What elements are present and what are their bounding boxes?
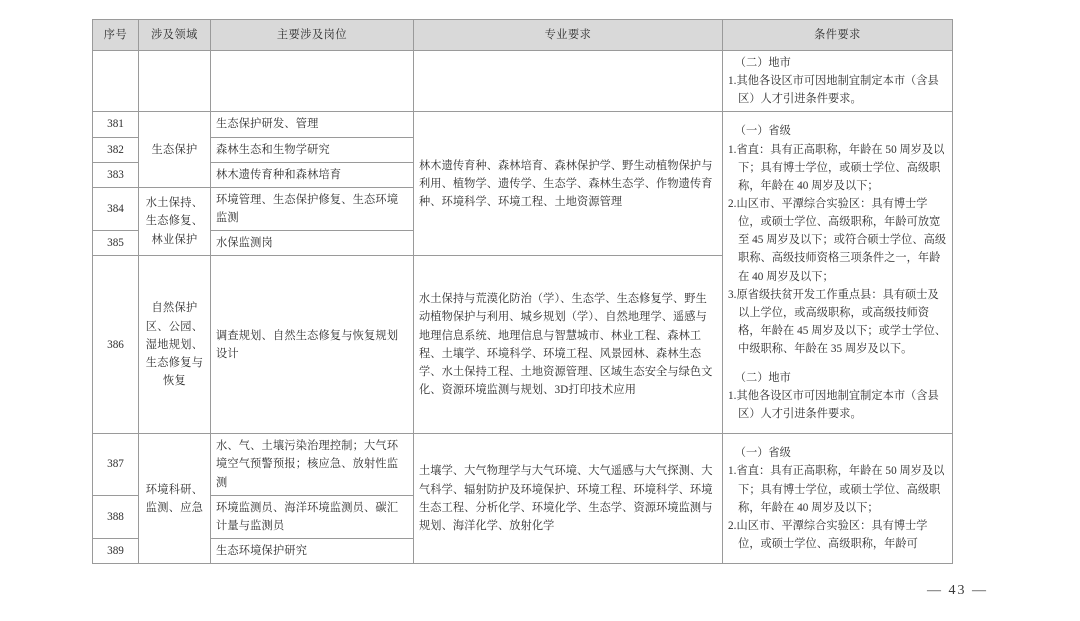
cell-post: 生态环境保护研究 [211,538,414,563]
table-row [93,51,953,112]
cell-condition-blockB [723,434,953,564]
table-header-row [93,20,953,51]
table-body [93,51,953,564]
cell-seq: 386 [93,256,139,434]
cell-field-group4: 环境科研、监测、应急 [139,434,211,564]
cell-condition-blockA [723,112,953,434]
cell-seq: 385 [93,231,139,256]
cell-seq: 381 [93,112,139,137]
column-header-field: 涉及领域 [139,20,211,51]
column-header-condition: 条件要求 [723,20,953,51]
condition-line: （一）省级 [734,125,791,138]
column-header-post: 主要涉及岗位 [211,20,414,51]
condition-line: （二）地市 [734,57,791,69]
cell-seq: 384 [93,187,139,230]
condition-line: （一）省级 [734,447,791,460]
cell-major-group3: 土壤学、大气物理学与大气环境、大气遥感与大气探测、大气科学、辐射防护及环境保护、环境工程、环境科学、环境生态工程、分析化学、环境化学、生态学、资源环境监测与规划、海洋化学、放射化学 [414,434,723,564]
condition-line: 1.省直：具有正高职称，年龄在 50 周岁及以下；具有博士学位，或硕士学位、高级职称，年龄在 40 周岁及以下； [728,465,945,514]
condition-spacer [728,358,947,369]
cell-post: 林木遗传育种和森林培育 [211,162,414,187]
table-row [93,112,953,137]
condition-line: 1.省直：具有正高职称，年龄在 50 周岁及以下；具有博士学位，或硕士学位、高级职称，年龄在 40 周岁及以下； [728,143,945,192]
cell-seq-empty [93,51,139,112]
cell-post: 环境管理、生态保护修复、生态环境监测 [211,187,414,230]
cell-major-group1: 林木遗传育种、森林培育、森林保护学、野生动植物保护与利用、植物学、遗传学、生态学、森林生态学、作物遗传育种、环境科学、环境工程、土地资源管理 [414,112,723,256]
condition-line: 1.其他各设区市可因地制宜制定本市（含县区）人才引进条件要求。 [728,390,939,421]
cell-post: 生态保护研发、管理 [211,112,414,137]
table-header [93,20,953,51]
column-header-seq: 序号 [93,20,139,51]
cell-post: 水、气、土壤污染治理控制；大气环境空气预警预报；核应急、放射性监测 [211,434,414,495]
talent-requirements-table [92,19,953,564]
cell-post-empty [211,51,414,112]
column-header-major: 专业要求 [414,20,723,51]
cell-field-group2: 水土保持、生态修复、林业保护 [139,187,211,255]
condition-line: 3.原省级扶贫开发工作重点县：具有硕士及以上学位，或高级职称，或高级技师资格，年龄在 45 周岁及以下；或学士学位、中级职称、年龄在 35 周岁及以下。 [728,288,947,356]
cell-post: 水保监测岗 [211,231,414,256]
cell-field-group1: 生态保护 [139,112,211,187]
cell-seq: 383 [93,162,139,187]
cell-post: 环境监测员、海洋环境监测员、碳汇计量与监测员 [211,495,414,538]
condition-line: （二）地市 [734,371,791,384]
cell-post: 调查规划、自然生态修复与恢复规划设计 [211,256,414,434]
cell-seq: 389 [93,538,139,563]
cell-field-empty [139,51,211,112]
cell-major-empty [414,51,723,112]
cell-post: 森林生态和生物学研究 [211,137,414,162]
cell-seq: 387 [93,434,139,495]
page-number: — 43 — [927,583,988,598]
cell-seq: 388 [93,495,139,538]
condition-line: 2.山区市、平潭综合实验区：具有博士学位，或硕士学位、高级职称，年龄可 [728,519,928,550]
cell-field-group3: 自然保护区、公园、湿地规划、生态修复与恢复 [139,256,211,434]
cell-seq: 382 [93,137,139,162]
cell-condition-continued [723,51,953,112]
table-row [93,434,953,495]
cell-major-group2: 水土保持与荒漠化防治（学）、生态学、生态修复学、野生动植物保护与利用、城乡规划（学）、自然地理学、遥感与地理信息系统、地理信息与智慧城市、林业工程、森林工程、土壤学、环境科学、环境工程、风景园林、森林生态学、水土保持工程、土地资源管理、区域生态安全与绿色文化、资源环境监测与规划、3D打印技术应用 [414,256,723,434]
condition-line: 1.其他各设区市可因地制宜制定本市（含县区）人才引进条件要求。 [728,75,939,106]
condition-line: 2.山区市、平潭综合实验区：具有博士学位，或硕士学位、高级职称，年龄可放宽至 45 周岁及以下；或符合硕士学位、高级职称、高级技师资格三项条件之一，年龄在 40 周岁及以下； [728,197,947,283]
